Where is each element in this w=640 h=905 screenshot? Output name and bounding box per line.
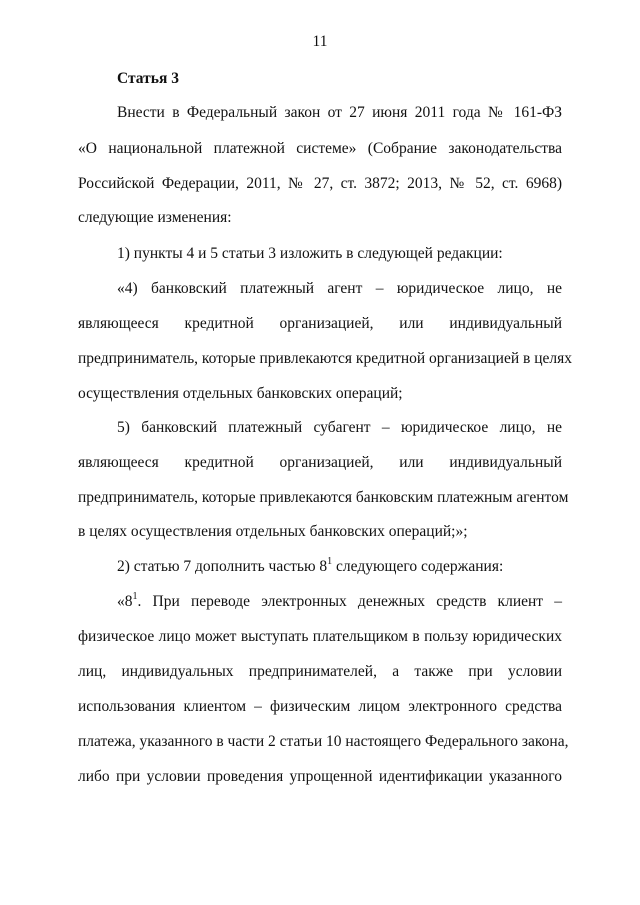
page-number: 11: [312, 33, 328, 50]
superscript: 1: [132, 590, 138, 602]
text-line: в целях осуществления отдельных банковских операций;»;: [78, 523, 468, 540]
article-title: Статья 3: [117, 70, 179, 87]
text-line: «$8^1$. При переводе электронных денежных средств клиент –: [117, 590, 562, 610]
text-line: предприниматель, которые привлекаются кредитной организацией в целях: [78, 350, 572, 367]
text-line: Российской Федерации, 2011, № 27, ст. 3872; 2013, № 52, ст. 6968): [78, 175, 562, 192]
text-line: являющееся кредитной организацией, или индивидуальный: [78, 454, 562, 471]
text-line: 5) банковский платежный субагент – юридическое лицо, не: [117, 419, 562, 436]
text-line: следующие изменения:: [78, 209, 232, 226]
text-line: физическое лицо может выступать плательщиком в пользу юридических: [78, 628, 562, 645]
text-line: предприниматель, которые привлекаются банковским платежным агентом: [78, 489, 569, 506]
text-line: Внести в Федеральный закон от 27 июня 2011 года № 161-ФЗ: [117, 104, 562, 121]
text-line: использования клиентом – физическим лицом электронного средства: [78, 698, 562, 715]
text-line: лиц, индивидуальных предпринимателей, а также при условии: [78, 663, 562, 680]
text-line: являющееся кредитной организацией, или индивидуальный: [78, 315, 562, 332]
text-line: «4) банковский платежный агент – юридическое лицо, не: [117, 280, 562, 297]
superscript: 1: [327, 555, 333, 567]
text-line: либо при условии проведения упрощенной идентификации указанного: [78, 768, 562, 785]
text-line: 2) статью 7 дополнить частью $8^1$ следующего содержания:: [117, 555, 504, 575]
text-line: платежа, указанного в части 2 статьи 10 настоящего Федерального закона,: [78, 733, 569, 750]
text-line: 1) пункты 4 и 5 статьи 3 изложить в следующей редакции:: [117, 245, 503, 262]
text-line: осуществления отдельных банковских операций;: [78, 385, 403, 402]
text-line: «О национальной платежной системе» (Собрание законодательства: [78, 140, 562, 157]
